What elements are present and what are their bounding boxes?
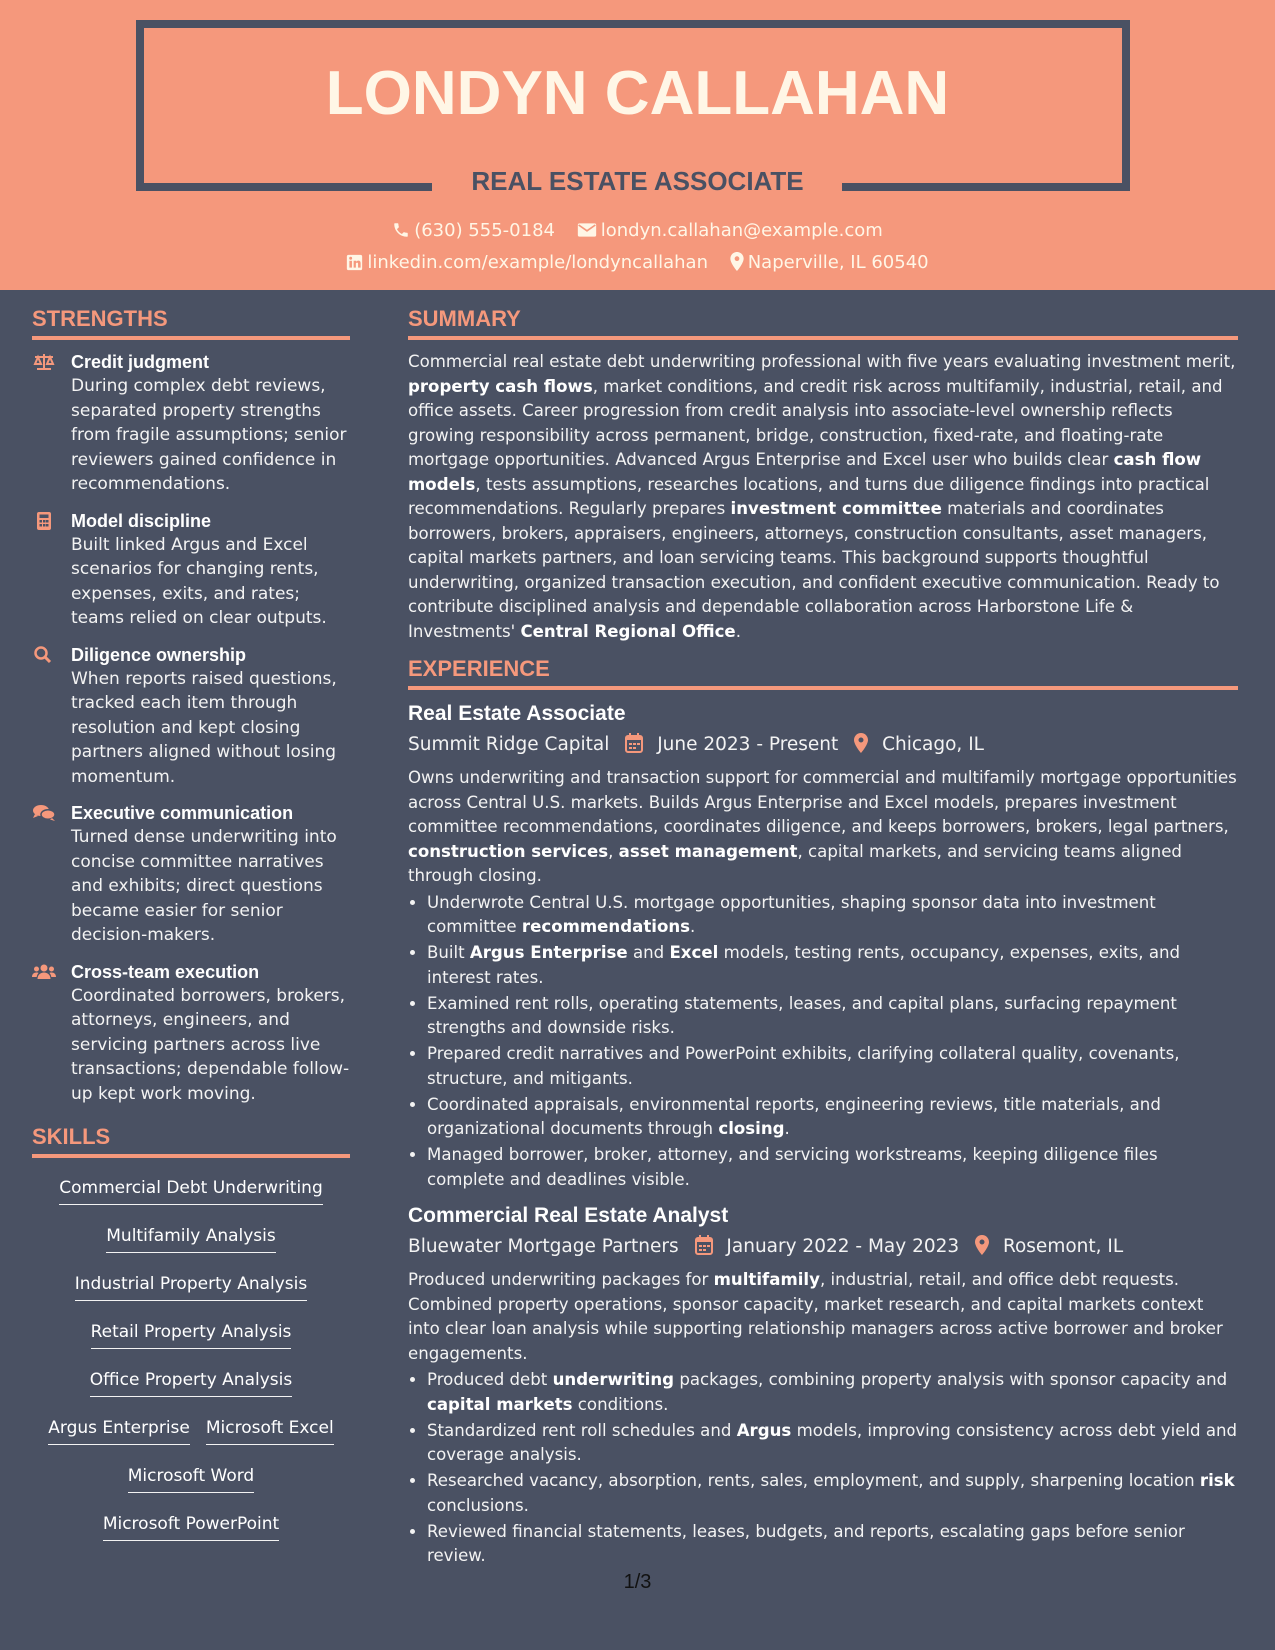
skill-tag: Multifamily Analysis xyxy=(106,1224,275,1253)
location-contact xyxy=(730,252,929,273)
job-bullet: • Coordinated appraisals, environmental reports, engineering reviews, title materials, and organizational documents through closing. xyxy=(427,1093,1238,1142)
phone-text: (630) 555-0184 xyxy=(414,220,555,241)
skill-tag: Microsoft Excel xyxy=(206,1416,334,1445)
job-location: Chicago, IL xyxy=(882,734,984,755)
job-meta xyxy=(408,1232,1238,1262)
job-description: Produced underwriting packages for multifamily, industrial, retail, and office debt requests. Combined property operations, sponsor capacity, market research, and capital markets context into clear loan analysis while supporting relationship managers across active borrower and broker engagements. xyxy=(408,1270,1223,1363)
strength-text: When reports raised questions, tracked each item through resolution and kept closing partners aligned without losing momentum. xyxy=(71,668,337,787)
strength-item xyxy=(32,509,350,631)
skills-list xyxy=(32,1168,350,1552)
contact-row xyxy=(0,220,1275,241)
summary-heading: SUMMARY xyxy=(408,306,1238,340)
location-pin-icon xyxy=(975,1235,989,1255)
main-column xyxy=(408,306,1238,1570)
job-bullet: • Standardized rent roll schedules and Argus models, improving consistency across debt yield and coverage analysis. xyxy=(427,1419,1238,1468)
header-banner xyxy=(0,0,1275,290)
job-description: Owns underwriting and transaction support for commercial and multifamily mortgage opportunities across Central U.S. markets. Builds Argus Enterprise and Excel models, prepares investment committee recommendations, coordinates diligence, and keeps borrowers, brokers, legal partners, construction services, asset management, capital markets, and servicing teams aligned through closing. xyxy=(408,768,1237,885)
strength-title: Diligence ownership xyxy=(71,644,247,665)
email-text: londyn.callahan@example.com xyxy=(600,220,883,241)
company-name: Bluewater Mortgage Partners xyxy=(408,1236,679,1257)
job-entry xyxy=(408,1202,1238,1569)
job-bullet: • Prepared credit narratives and PowerPoint exhibits, clarifying collateral quality, covenants, structure, and mitigants. xyxy=(427,1042,1238,1091)
job-bullet: • Examined rent rolls, operating statements, leases, and capital plans, surfacing repayment strengths and downside risks. xyxy=(427,992,1238,1041)
strength-item xyxy=(32,350,350,497)
strength-item xyxy=(32,960,350,1107)
strengths-heading: STRENGTHS xyxy=(32,306,350,340)
strength-title: Cross-team execution xyxy=(71,961,260,982)
strength-text: Coordinated borrowers, brokers, attorneys, engineers, and servicing partners across live transactions; dependable follow-up kept work moving. xyxy=(71,985,350,1104)
location-pin-icon xyxy=(854,733,868,753)
skill-tag: Office Property Analysis xyxy=(90,1368,292,1397)
job-entry xyxy=(408,700,1238,1192)
frame-border xyxy=(136,20,1130,28)
job-title: Commercial Real Estate Analyst xyxy=(408,1204,729,1227)
page-indicator: 1/3 xyxy=(623,1571,652,1593)
experience-heading: EXPERIENCE xyxy=(408,656,1238,690)
contact-row xyxy=(0,252,1275,273)
scale-icon xyxy=(32,353,56,371)
calculator-icon xyxy=(32,512,56,530)
sidebar xyxy=(32,306,350,1552)
users-icon xyxy=(32,963,56,981)
strength-text: Turned dense underwriting into concise committee narratives and exhibits; direct questions became easier for senior decision-makers. xyxy=(71,827,337,945)
skill-tag: Commercial Debt Underwriting xyxy=(59,1176,323,1205)
job-bullets xyxy=(408,1368,1238,1569)
job-bullet: • Underwrote Central U.S. mortgage opportunities, shaping sponsor data into investment committee recommendations. xyxy=(427,891,1238,940)
envelope-icon xyxy=(577,221,597,239)
calendar-icon xyxy=(695,1235,713,1255)
skill-tag: Microsoft Word xyxy=(128,1464,254,1493)
linkedin-text: linkedin.com/example/londyncallahan xyxy=(367,252,708,273)
magnifier-icon xyxy=(32,646,56,664)
candidate-title: REAL ESTATE ASSOCIATE xyxy=(471,166,804,196)
phone-contact[interactable] xyxy=(392,220,555,241)
job-bullet: • Researched vacancy, absorption, rents, sales, employment, and supply, sharpening location risk conclusions. xyxy=(427,1469,1238,1518)
skill-tag: Industrial Property Analysis xyxy=(75,1272,308,1301)
skill-tag: Argus Enterprise xyxy=(48,1416,190,1445)
job-bullet: • Managed borrower, broker, attorney, and servicing workstreams, keeping diligence files complete and deadlines visible. xyxy=(427,1143,1238,1192)
candidate-name: LONDYN CALLAHAN xyxy=(325,59,950,128)
location-pin-icon xyxy=(730,252,744,271)
job-dates: June 2023 - Present xyxy=(657,734,839,755)
linkedin-contact[interactable] xyxy=(346,252,708,273)
strength-text: Built linked Argus and Excel scenarios for changing rents, expenses, exits, and rates; teams relied on clear outputs. xyxy=(71,534,327,628)
strength-title: Credit judgment xyxy=(71,352,209,372)
linkedin-icon xyxy=(346,254,363,271)
company-name: Summit Ridge Capital xyxy=(408,734,610,755)
strength-title: Model discipline xyxy=(71,510,212,531)
strength-item xyxy=(32,801,350,948)
strength-item xyxy=(32,643,350,790)
skill-tag: Retail Property Analysis xyxy=(91,1320,292,1349)
strength-text: During complex debt reviews, separated property strengths from fragile assumptions; senior reviewers gained confidence in recommendations. xyxy=(71,376,347,494)
job-dates: January 2022 - May 2023 xyxy=(726,1236,960,1257)
job-location: Rosemont, IL xyxy=(1002,1236,1124,1257)
skills-heading: SKILLS xyxy=(32,1124,350,1158)
job-bullet: • Built Argus Enterprise and Excel models, testing rents, occupancy, expenses, exits, and interest rates. xyxy=(427,941,1238,990)
skill-tag: Microsoft PowerPoint xyxy=(103,1512,279,1541)
location-text: Naperville, IL 60540 xyxy=(747,252,929,273)
job-title: Real Estate Associate xyxy=(408,702,626,725)
strength-title: Executive communication xyxy=(71,803,294,823)
summary-text: Commercial real estate debt underwriting professional with five years evaluating investment merit, property cash flows, market conditions, and credit risk across multifamily, industrial, retail, and office assets. Career progression from credit analysis into associate-level ownership reflects growing responsibility across permanent, bridge, construction, fixed-rate, and floating-rate mortgage opportunities. Advanced Argus Enterprise and Excel user who builds clear cash flow models, tests assumptions, researches locations, and turns due diligence findings into practical recommendations. Regularly prepares investment committee materials and coordinates borrowers, brokers, appraisers, engineers, attorneys, construction consultants, asset managers, capital markets partners, and loan servicing teams. This background supports thoughtful underwriting, organized transaction execution, and confident executive communication. Ready to contribute disciplined analysis and dependable collaboration across Harborstone Life & Investments' Central Regional Office. xyxy=(408,352,1236,641)
job-meta xyxy=(408,730,1238,760)
email-contact[interactable] xyxy=(577,220,883,241)
chat-icon xyxy=(32,804,56,822)
job-bullet: • Produced debt underwriting packages, combining property analysis with sponsor capacity and capital markets conditions. xyxy=(427,1368,1238,1417)
job-bullet: • Reviewed financial statements, leases, budgets, and reports, escalating gaps before senior review. xyxy=(427,1520,1238,1569)
job-bullets xyxy=(408,891,1238,1193)
calendar-icon xyxy=(625,733,643,753)
phone-icon xyxy=(392,221,410,239)
